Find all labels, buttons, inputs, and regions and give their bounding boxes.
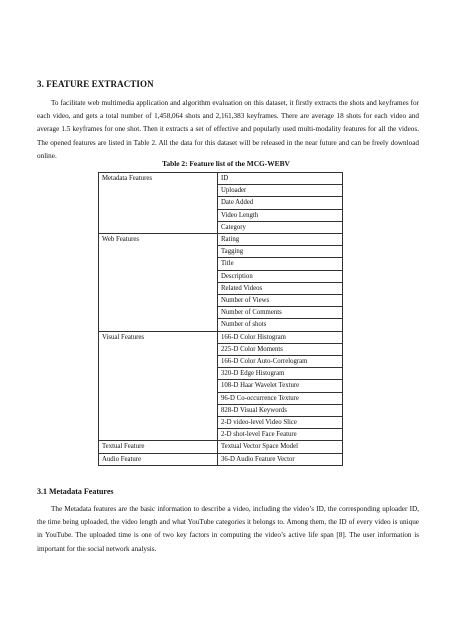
table-row <box>99 197 343 209</box>
table-row <box>99 209 343 221</box>
table-row <box>99 441 343 453</box>
table-row <box>99 258 343 270</box>
table-row <box>99 270 343 282</box>
feature-group-cell <box>99 258 218 270</box>
feature-group-cell <box>99 404 218 416</box>
table-row <box>99 234 343 246</box>
feature-item: Related Videos <box>218 282 343 294</box>
feature-group-name: Web Features <box>99 234 218 246</box>
feature-group-cell <box>99 380 218 392</box>
table-row <box>99 356 343 368</box>
feature-group-cell <box>99 343 218 355</box>
feature-group-cell <box>99 270 218 282</box>
feature-group-cell <box>99 429 218 441</box>
feature-item: Number of shots <box>218 319 343 331</box>
feature-item: 166-D Color Auto-Correlogram <box>218 356 343 368</box>
feature-group-cell <box>99 246 218 258</box>
feature-group-cell <box>99 392 218 404</box>
feature-group-cell <box>99 307 218 319</box>
feature-group-cell <box>99 319 218 331</box>
feature-group-cell <box>99 356 218 368</box>
feature-group-name: Audio Feature <box>99 453 218 465</box>
feature-group-cell <box>99 282 218 294</box>
table-row <box>99 307 343 319</box>
subsection-heading: 3.1 Metadata Features <box>37 487 114 496</box>
feature-item: Title <box>218 258 343 270</box>
feature-item: Video Length <box>218 209 343 221</box>
feature-item: Rating <box>218 234 343 246</box>
feature-item: Date Added <box>218 197 343 209</box>
feature-item: 225-D Color Moments <box>218 343 343 355</box>
feature-table <box>98 172 343 466</box>
feature-group-name: Textual Feature <box>99 441 218 453</box>
table-row <box>99 392 343 404</box>
table-row <box>99 417 343 429</box>
table-row <box>99 295 343 307</box>
table-row <box>99 221 343 233</box>
feature-group-cell <box>99 368 218 380</box>
feature-item: 36-D Audio Feature Vector <box>218 453 343 465</box>
feature-item: Tagging <box>218 246 343 258</box>
table-row <box>99 368 343 380</box>
feature-group-cell <box>99 185 218 197</box>
table-row <box>99 453 343 465</box>
feature-item: 108-D Haar Wavelet Texture <box>218 380 343 392</box>
table-row <box>99 429 343 441</box>
feature-item: 96-D Co-occurrence Texture <box>218 392 343 404</box>
table-caption: Table 2: Feature list of the MCG-WEBV <box>162 159 290 168</box>
feature-item: 166-D Color Histogram <box>218 331 343 343</box>
section-heading: 3. FEATURE EXTRACTION <box>37 79 154 89</box>
feature-group-cell <box>99 221 218 233</box>
feature-group-cell <box>99 209 218 221</box>
table-row <box>99 343 343 355</box>
feature-item: 2-D shot-level Face Feature <box>218 429 343 441</box>
feature-item: Category <box>218 221 343 233</box>
feature-group-cell <box>99 197 218 209</box>
metadata-paragraph: The Metadata features are the basic information to describe a video, including the video’s ID, the corresponding uploader ID, the time being uploaded, the video length and what YouTube categories it belongs to. Among them, the ID of every video is unique in YouTube. The uploaded time is one of two key factors in computing the video’s active life span [8]. The user information is important for the social network analysis. <box>37 505 419 553</box>
table-row <box>99 404 343 416</box>
feature-group-cell <box>99 295 218 307</box>
feature-item: Textual Vector Space Model <box>218 441 343 453</box>
table-row <box>99 319 343 331</box>
table-row <box>99 331 343 343</box>
table-row <box>99 282 343 294</box>
feature-item: Description <box>218 270 343 282</box>
table-row <box>99 246 343 258</box>
feature-group-name: Metadata Features <box>99 173 218 185</box>
table-row <box>99 173 343 185</box>
feature-group-cell <box>99 417 218 429</box>
feature-group-name: Visual Features <box>99 331 218 343</box>
feature-item: Number of Views <box>218 295 343 307</box>
feature-item: 320-D Edge Histogram <box>218 368 343 380</box>
table-row <box>99 185 343 197</box>
intro-paragraph: To facilitate web multimedia application and algorithm evaluation on this dataset, it firstly extracts the shots and keyframes for each video, and gets a total number of 1,458,064 shots and 2,161,383 keyframes. There are average 18 shots for each video and average 1.5 keyframes for one shot. Then it extracts a set of effective and popularly used multi-modality features for all the videos. The opened features are listed in Table 2. All the data for this dataset will be released in the near future and can be freely download online. <box>37 99 419 160</box>
table-row <box>99 380 343 392</box>
feature-item: ID <box>218 173 343 185</box>
feature-item: Number of Comments <box>218 307 343 319</box>
feature-item: 2-D video-level Video Slice <box>218 417 343 429</box>
feature-item: 828-D Visual Keywords <box>218 404 343 416</box>
feature-item: Uploader <box>218 185 343 197</box>
